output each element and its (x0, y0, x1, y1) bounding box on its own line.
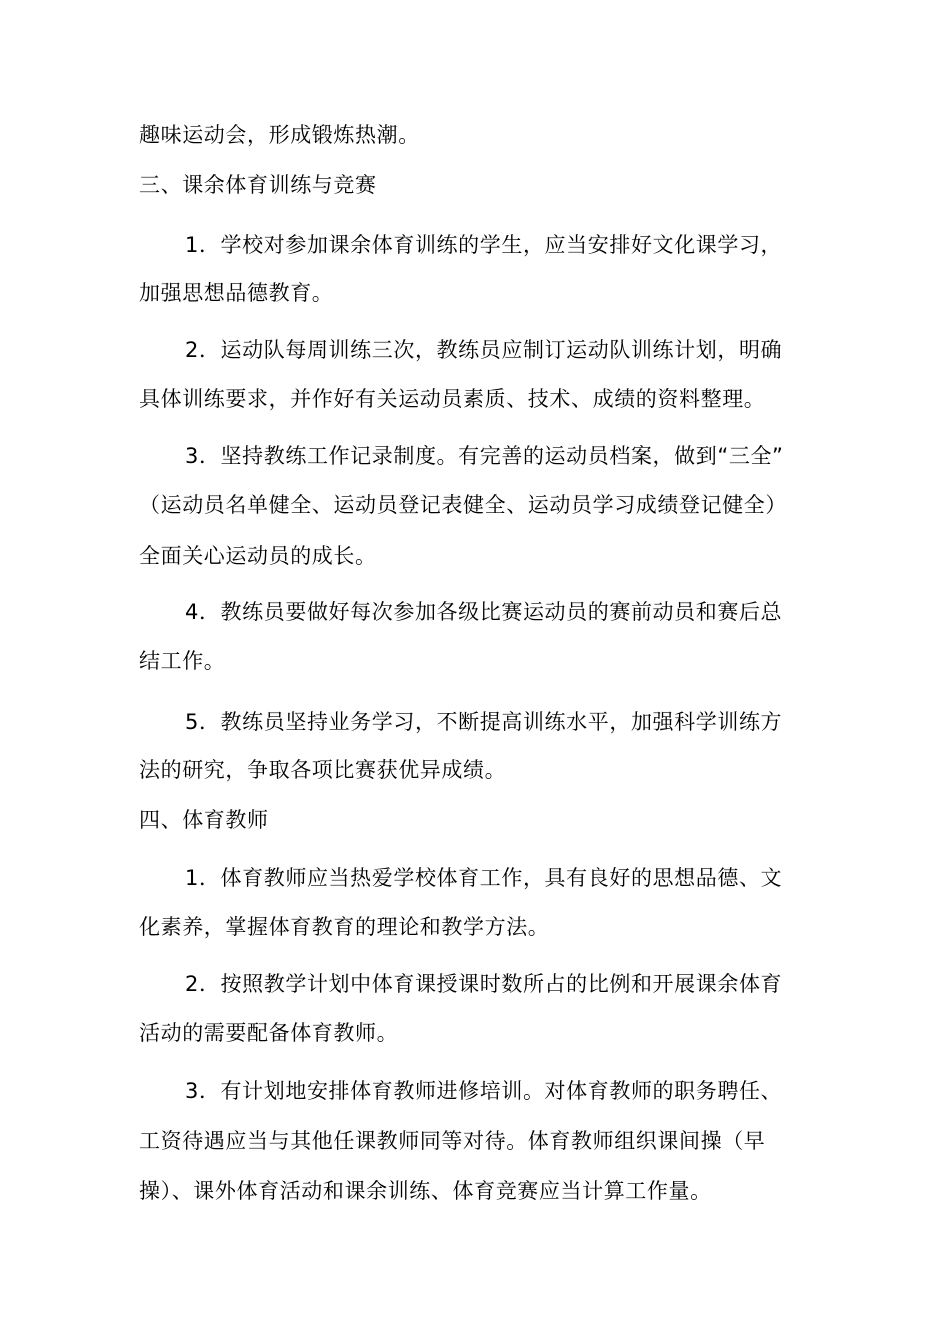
text-line: （运动员名单健全、运动员登记表健全、运动员学习成绩登记健全） (139, 493, 787, 517)
text-line: 3．有计划地安排体育教师进修培训。对体育教师的职务聘任、 (185, 1079, 783, 1103)
text-line: 具体训练要求，并作好有关运动员素质、技术、成绩的资料整理。 (139, 387, 766, 411)
text-line: 趣味运动会，形成锻炼热潮。 (139, 123, 420, 147)
section-heading: 四、体育教师 (139, 808, 269, 832)
text-line: 3．坚持教练工作记录制度。有完善的运动员档案，做到“三全” (185, 444, 784, 468)
text-line: 操）、课外体育活动和课余训练、体育竞赛应当计算工作量。 (139, 1179, 712, 1203)
text-line: 活动的需要配备体育教师。 (139, 1021, 399, 1045)
text-line: 1．学校对参加课余体育训练的学生，应当安排好文化课学习， (185, 233, 783, 257)
text-line: 加强思想品德教育。 (139, 281, 334, 305)
text-line: 全面关心运动员的成长。 (139, 544, 377, 568)
section-heading: 三、课余体育训练与竞赛 (139, 173, 377, 197)
text-line: 化素养，掌握体育教育的理论和教学方法。 (139, 915, 550, 939)
text-line: 1．体育教师应当热爱学校体育工作，具有良好的思想品德、文 (185, 866, 783, 890)
text-line: 2．运动队每周训练三次，教练员应制订运动队训练计划，明确 (185, 338, 783, 362)
text-line: 工资待遇应当与其他任课教师同等对待。体育教师组织课间操（早 (139, 1129, 766, 1153)
text-line: 5．教练员坚持业务学习，不断提高训练水平，加强科学训练方 (185, 710, 783, 734)
text-line: 法的研究，争取各项比赛获优异成绩。 (139, 758, 507, 782)
text-line: 结工作。 (139, 649, 226, 673)
text-line: 2．按照教学计划中体育课授课时数所占的比例和开展课余体育 (185, 972, 783, 996)
text-line: 4．教练员要做好每次参加各级比赛运动员的赛前动员和赛后总 (185, 600, 783, 624)
